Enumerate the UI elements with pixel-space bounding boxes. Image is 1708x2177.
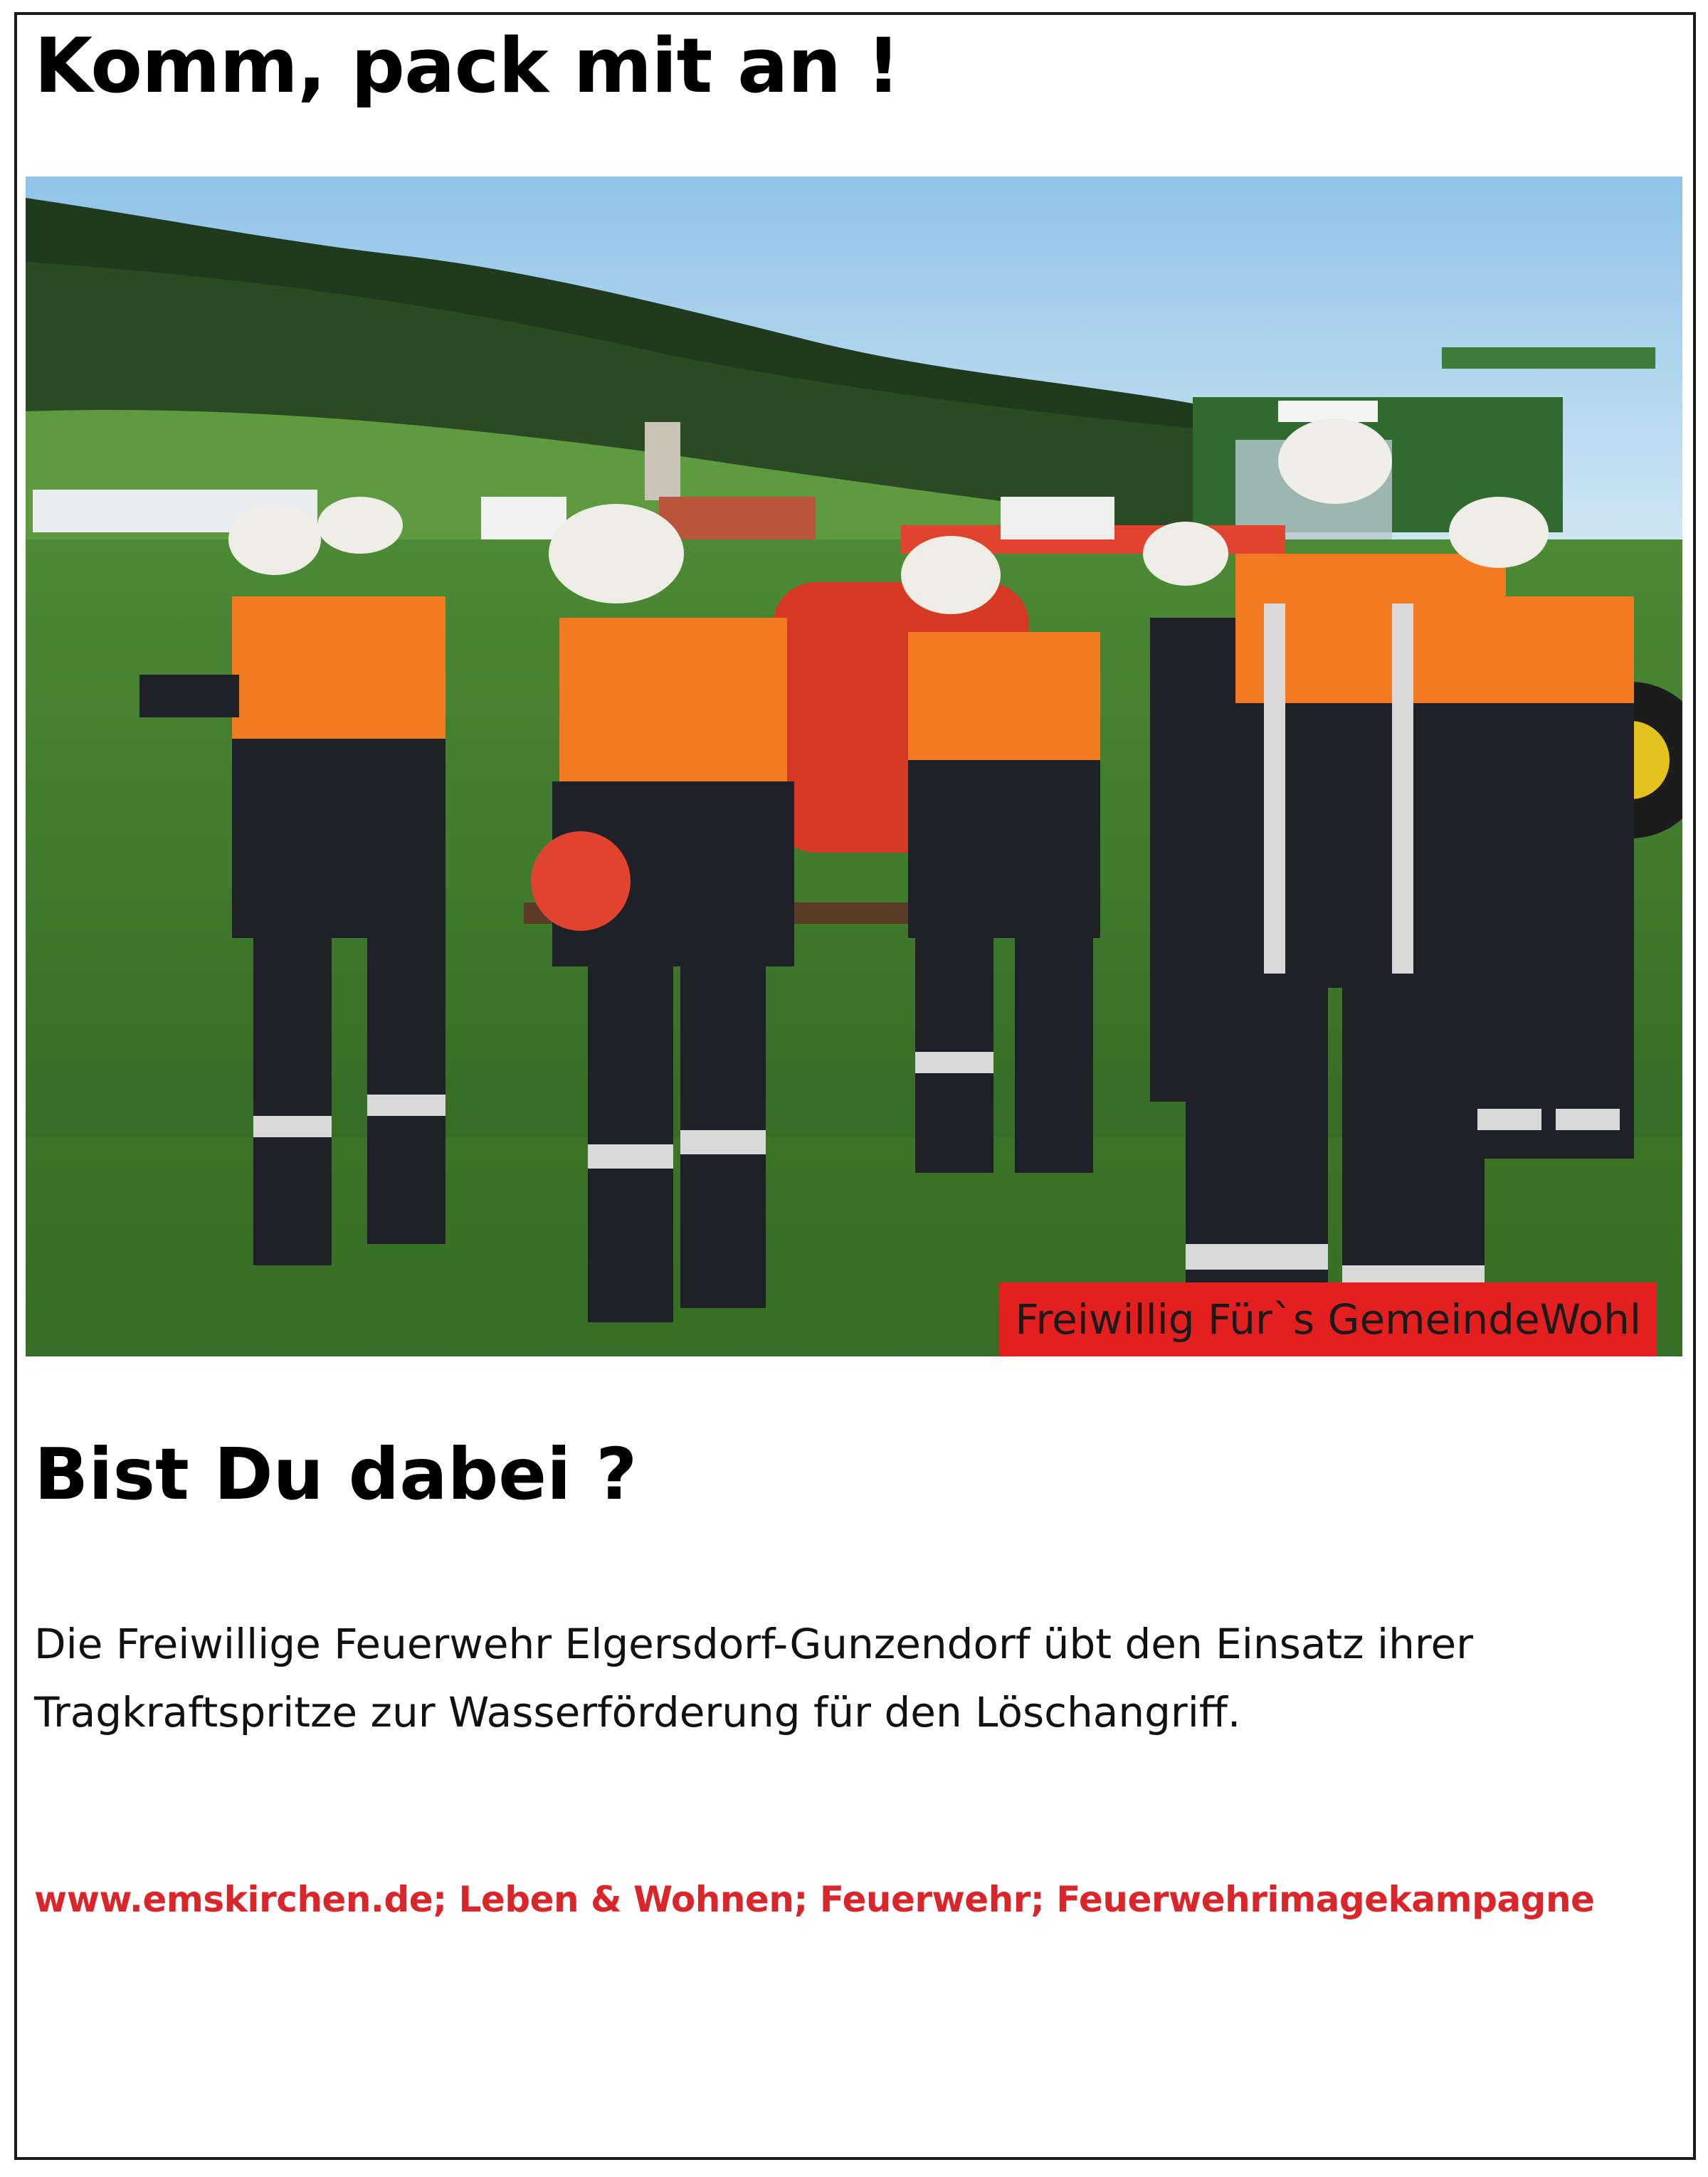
- website-link[interactable]: www.emskirchen.de; Leben & Wohnen; Feuerwehr; Feuerwehrimagekampagne: [34, 1879, 1595, 1920]
- photo-caption-badge: Freiwillig Für`s GemeindeWohl: [999, 1282, 1657, 1356]
- firefighters-photo: [26, 176, 1682, 1356]
- body-line: Tragkraftspritze zur Wasserförderung für den Löschangriff.: [34, 1688, 1241, 1736]
- body-line: Die Freiwillige Feuerwehr Elgersdorf-Gunzendorf übt den Einsatz ihrer: [34, 1620, 1474, 1668]
- headline: Komm, pack mit an !: [34, 22, 900, 110]
- body-text: [34, 1610, 1657, 1746]
- photo-illustration: [26, 176, 1682, 1356]
- subheadline: Bist Du dabei ?: [34, 1433, 638, 1516]
